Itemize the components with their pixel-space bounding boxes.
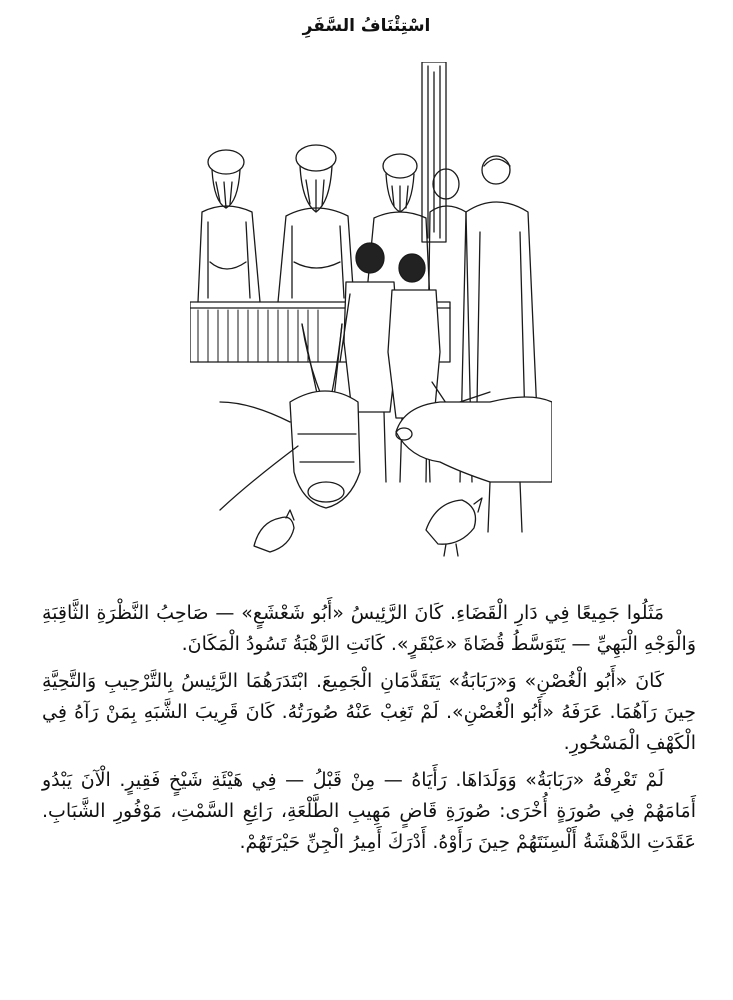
courtroom-scene-illustration — [190, 62, 552, 558]
judge-figure-right — [366, 154, 430, 302]
hen-drawing-right — [426, 498, 482, 556]
judge-figure-center — [278, 145, 354, 302]
story-paragraph-1: مَثَلُوا جَمِيعًا فِي دَارِ الْقَضَاءِ. كَانَ الرَّئِيسُ «أَبُو شَعْشَعٍ» — صَاحِبُ النَّظْرَةِ الثَّاقِبَةِ وَالْوَجْهِ الْبَهِيِّ — يَتَوَسَّطُ قُضَاةَ «عَبْقَرٍ». كَانَتِ الرَّهْبَةُ تَسُودُ الْمَكَانَ. — [42, 602, 696, 655]
story-text — [42, 598, 696, 864]
story-paragraph-3: لَمْ تَعْرِفْهُ «رَبَابَةُ» وَوَلَدَاهَا. رَأَيَاهُ — مِنْ قَبْلُ — فِي هَيْئَةِ شَيْخٍ فَقِيرٍ. الْآنَ يَبْدُو أَمَامَهُمْ فِي صُورَةٍ أُخْرَى: صُورَةِ قَاضٍ مَهِيبِ الطَّلْعَةِ، رَائِعِ السَّمْتِ، مَوْفُورِ الشَّبَابِ. عَقَدَتِ الدَّهْشَةُ أَلْسِنَتَهُمْ حِينَ رَأَوْهُ. أَدْرَكَ أَمِيرُ الْجِنِّ حَيْرَتَهُمْ. — [42, 769, 696, 853]
story-paragraph-2: كَانَ «أَبُو الْغُصْنِ» وَ«رَبَابَةُ» يَتَقَدَّمَانِ الْجَمِيعَ. ابْتَدَرَهُمَا الرَّئِيسُ بِالتَّرْحِيبِ وَالتَّحِيَّةِ حِينَ رَآهُمَا. عَرَفَهُ «أَبُو الْغُصْنِ». لَمْ تَغِبْ عَنْهُ صُورَتُهُ. كَانَ قَرِيبَ الشَّبَهِ بِمَنْ رَآهُ فِي الْكَهْفِ الْمَسْحُورِ. — [42, 670, 696, 754]
pillar-drawing — [422, 62, 446, 242]
hen-drawing-left — [254, 510, 294, 552]
judge-figure-left — [198, 150, 260, 302]
page-title: اسْتِئْنَافُ السَّفَرِ — [302, 16, 431, 36]
